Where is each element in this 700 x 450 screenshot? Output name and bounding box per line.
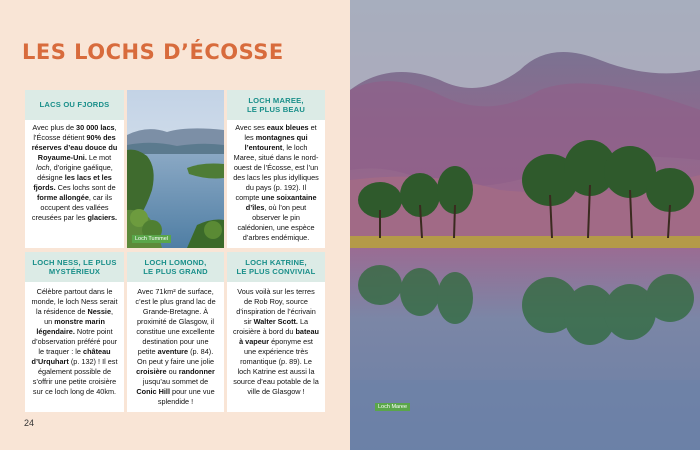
loch-maree-photo	[350, 0, 700, 450]
card-heading	[227, 90, 325, 120]
card-loch-ness	[25, 252, 124, 412]
card-heading-line1: LOCH MAREE,	[248, 95, 304, 105]
card-heading	[25, 252, 124, 282]
card-body: Vous voilà sur les terres de Rob Roy, source d’inspiration de l’écrivain sir Walter Scott. La croisière à bord du bateau à vapeur éponyme est une expérience très romantique (p. 89). Le loch Katrine est aussi la source d’eau potable de la ville de Glasgow !	[233, 287, 319, 396]
card-heading	[127, 252, 224, 282]
card-body: Avec 71km² de surface, c’est le plus grand lac de Grande-Bretagne. À proximité de Glasgow, il constitue une excellente destination pour une petite aventure (p. 84). On peut y faire une jolie croisière ou randonner jusqu’au sommet de Conic Hill pour une vue splendide !	[135, 287, 216, 406]
card-body: Avec plus de 30 000 lacs, l’Écosse détient 90% des réserves d’eau douce du Royaume-Uni. Le mot loch, d’origine gaélique, désigne les lacs et les fjords. Ces lochs sont de forme allongée, car ils occupent des vallées creusées par les glaciers.	[31, 123, 118, 222]
page-number: 24	[24, 418, 35, 428]
card-heading-line1: LOCH LOMOND,	[144, 257, 207, 267]
photo-caption: Loch Maree	[375, 403, 410, 411]
card-heading-text: LACS OU FJORDS	[39, 100, 110, 110]
card-heading-line2: MYSTÉRIEUX	[48, 267, 101, 276]
card-heading-line2: LE PLUS CONVIVIAL	[236, 267, 316, 276]
card-heading	[25, 90, 124, 120]
card-lacs-ou-fjords	[25, 90, 124, 248]
photo-caption: Loch Tummel	[132, 235, 171, 243]
card-heading-line1: LOCH NESS, LE PLUS	[32, 257, 117, 267]
card-heading-line1: LOCH KATRINE,	[245, 257, 307, 267]
card-heading	[227, 252, 325, 282]
card-body: Célèbre partout dans le monde, le loch Ness serait la résidence de Nessie, un monstre marin légendaire. Notre point d’observation préféré pour le traquer : le château d’Urquhart (p. 132) ! Il est également possible de s’offrir une petite croisière sur ce loch long de 40km.	[31, 287, 118, 396]
loch-tummel-image	[127, 90, 224, 248]
loch-tummel-photo	[127, 90, 224, 248]
card-loch-lomond	[127, 252, 224, 412]
card-heading-line2: LE PLUS BEAU	[246, 105, 306, 114]
loch-maree-image	[350, 0, 700, 450]
page-title: LES LOCHS D’ÉCOSSE	[22, 40, 284, 64]
card-heading-line2: LE PLUS GRAND	[143, 267, 208, 276]
card-loch-katrine	[227, 252, 325, 412]
card-loch-maree	[227, 90, 325, 248]
card-body: Avec ses eaux bleues et les montagnes qui l’entourent, le loch Maree, situé dans le nord-ouest de l’Écosse, est l’un des lacs les plus idylliques du pays (p. 192). Il compte une soixantaine d’îles, où l’on peut observer le pin calédonien, une espèce d’arbres endémique.	[233, 123, 319, 242]
